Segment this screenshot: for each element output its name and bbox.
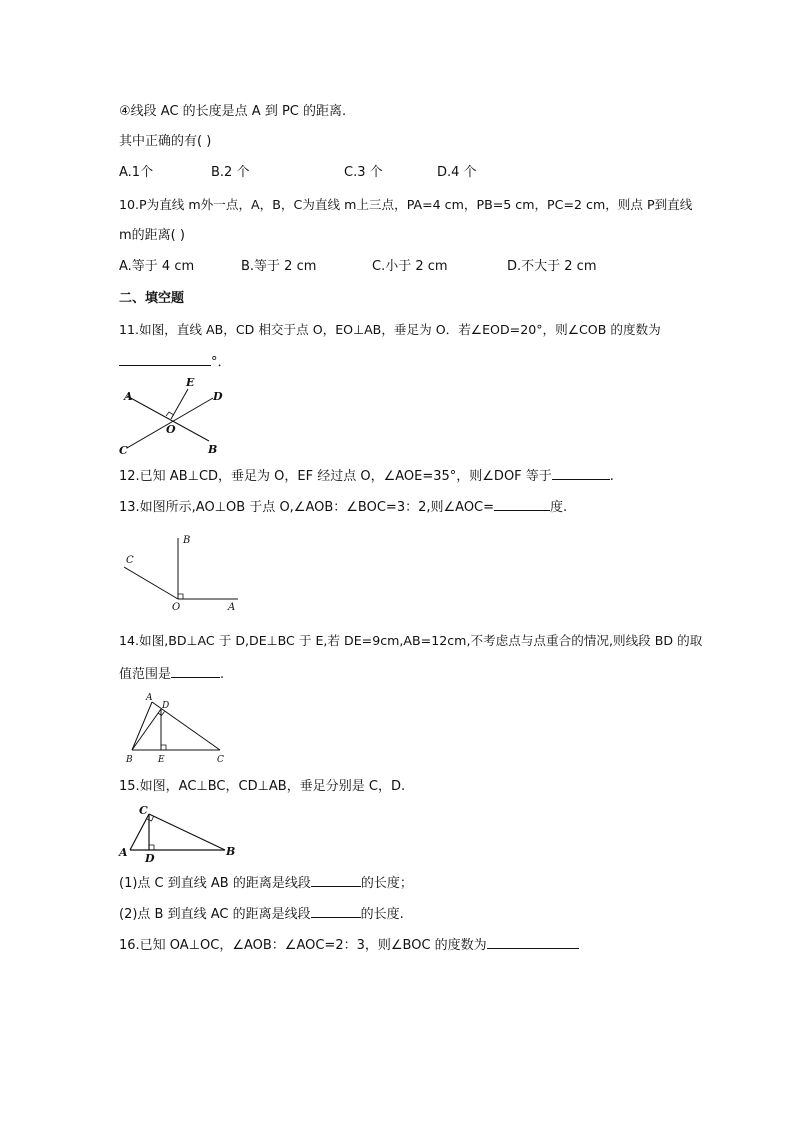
option-b: B.等于 2 cm [241,259,317,274]
label-d: D [213,390,223,403]
question-13-end: 度. [550,500,568,515]
label-d: D [145,852,155,865]
question-10-options [119,258,597,276]
label-d: D [162,701,170,711]
question-14-text: 值范围是 [119,667,172,682]
section-title: 二、填空题 [119,291,185,306]
label-b: B [208,443,218,456]
label-e: E [186,376,195,389]
question-15: 15.如图，AC⊥BC，CD⊥AB，垂足分别是 C，D. [119,779,406,794]
label-o: O [166,423,176,436]
label-a: A [119,846,128,859]
right-angle-mark [166,412,173,416]
right-angle-mark [178,594,183,599]
answer-blank[interactable] [311,873,361,887]
label-a: A [228,602,236,613]
question-9-options [119,164,477,182]
label-o: O [172,602,181,613]
question-10-line-2: m的距离( ) [119,228,185,243]
label-c: C [217,755,224,765]
figure-14 [122,690,234,766]
answer-blank[interactable] [171,664,220,678]
question-14-line-1: 14.如图,BD⊥AC 于 D,DE⊥BC 于 E,若 DE=9cm,AB=12cm,不考虑点与点重合的情况,则线段 BD 的取 [119,633,703,648]
label-a: A [124,390,133,403]
question-12-text: 12.已知 AB⊥CD，垂足为 O，EF 经过点 O，∠AOE=35°，则∠DOF 等于 [119,469,552,484]
degree-suffix: °． [211,355,231,370]
part-1-text: (1)点 C 到直线 AB 的距离是线段 [119,876,311,891]
label-c: C [139,804,148,817]
question-11-line-2 [119,352,231,372]
question-12 [119,466,614,486]
segment-cb [149,814,225,850]
question-14-end: . [220,667,225,682]
option-c: C.3 个 [344,165,383,180]
option-c: C.小于 2 cm [372,259,448,274]
part-2-text: (2)点 B 到直线 AC 的距离是线段 [119,907,311,922]
option-b: B.2 个 [211,165,250,180]
question-15-part-2 [119,904,404,924]
label-e: E [158,755,165,765]
right-angle-mark-e [161,745,166,750]
question-9-stem: 其中正确的有( ) [119,134,212,149]
question-13-text: 13.如图所示,AO⊥OB 于点 O,∠AOB：∠BOC=3：2,则∠AOC= [119,500,495,515]
statement-4: ④线段 AC 的长度是点 A 到 PC 的距离. [119,104,347,119]
question-16-text: 16.已知 OA⊥OC，∠AOB：∠AOC=2：3，则∠BOC 的度数为 [119,938,487,953]
option-a: A.等于 4 cm [119,259,195,274]
label-b: B [183,535,191,546]
figure-15 [116,800,240,868]
question-15-part-1 [119,873,413,893]
answer-blank[interactable] [552,466,610,480]
label-b: B [226,845,236,858]
answer-blank[interactable] [494,497,550,511]
answer-blank[interactable] [487,935,579,949]
ray-oc [124,567,178,599]
question-13 [119,497,567,517]
question-10-line-1: 10.P为直线 m外一点，A，B，C为直线 m上三点，PA=4 cm，PB=5 cm，PC=2 cm，则点 P到直线 [119,197,693,212]
question-14-line-2 [119,664,224,684]
segment-ac [130,814,149,850]
part-1-end: 的长度； [360,876,413,891]
option-d: D.4 个 [437,165,477,180]
label-b: B [126,755,133,765]
part-2-end: 的长度. [360,907,404,922]
question-12-end: . [609,469,614,484]
question-11-line-1: 11.如图，直线 AB，CD 相交于点 O，EO⊥AB，垂足为 O．若∠EOD=20°，则∠COB 的度数为 [119,322,661,337]
label-c: C [126,555,134,566]
question-16 [119,935,579,955]
right-angle-mark-d [149,845,154,850]
answer-blank[interactable] [119,352,211,366]
figure-13 [120,530,245,615]
label-c: C [119,444,128,457]
label-a: A [146,693,153,703]
option-a: A.1个 [119,165,154,180]
answer-blank[interactable] [311,904,361,918]
option-d: D.不大于 2 cm [507,259,597,274]
figure-11 [115,374,225,456]
